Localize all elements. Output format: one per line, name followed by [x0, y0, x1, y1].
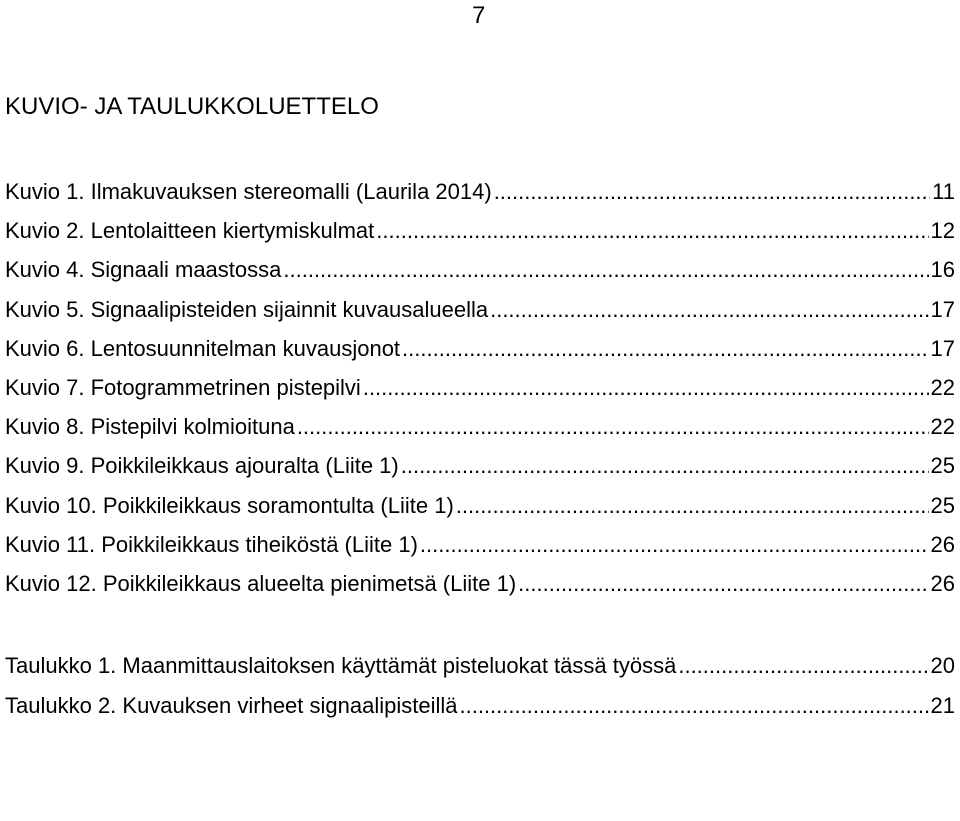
toc-entry-figure[interactable]	[5, 250, 955, 289]
dot-leader	[494, 172, 930, 211]
toc-entry-label: Kuvio 2. Lentolaitteen kiertymiskulmat	[5, 218, 375, 244]
toc-entry-figure[interactable]	[5, 564, 955, 603]
toc-entry-figure[interactable]	[5, 211, 955, 250]
dot-leader	[518, 564, 928, 603]
page-title: KUVIO- JA TAULUKKOLUETTELO	[5, 93, 379, 120]
figure-list	[5, 172, 955, 603]
page-number: 7	[472, 2, 486, 29]
toc-entry-label: Kuvio 6. Lentosuunnitelman kuvausjonot	[5, 335, 401, 361]
toc-entry-page: 20	[930, 653, 955, 678]
dot-leader	[402, 329, 928, 368]
dot-leader	[459, 686, 928, 726]
toc-entry-page: 16	[930, 257, 955, 283]
toc-entry-table[interactable]	[5, 646, 955, 686]
toc-entry-page: 17	[930, 296, 955, 322]
toc-entry-figure[interactable]	[5, 172, 955, 211]
toc-entry-label: Kuvio 10. Poikkileikkaus soramontulta (Liite 1)	[5, 492, 454, 518]
toc-entry-figure[interactable]	[5, 368, 955, 407]
dot-leader	[456, 486, 929, 525]
toc-entry-label: Kuvio 9. Poikkileikkaus ajouralta (Liite 1)	[5, 453, 399, 479]
toc-entry-page: 17	[930, 335, 955, 361]
toc-entry-page: 12	[930, 218, 955, 244]
dot-leader	[420, 525, 929, 564]
toc-entry-figure[interactable]	[5, 446, 955, 485]
toc-entry-page: 26	[930, 531, 955, 557]
toc-entry-figure[interactable]	[5, 407, 955, 446]
toc-entry-label: Taulukko 1. Maanmittauslaitoksen käyttämät pisteluokat tässä työssä	[5, 653, 677, 678]
toc-entry-figure[interactable]	[5, 486, 955, 525]
toc-entry-figure[interactable]	[5, 290, 955, 329]
toc-entry-page: 21	[930, 693, 955, 718]
toc-entry-figure[interactable]	[5, 525, 955, 564]
toc-entry-label: Taulukko 2. Kuvauksen virheet signaalipisteillä	[5, 693, 458, 718]
toc-entry-page: 22	[930, 414, 955, 440]
toc-entry-label: Kuvio 1. Ilmakuvauksen stereomalli (Laurila 2014)	[5, 179, 492, 204]
toc-entry-label: Kuvio 12. Poikkileikkaus alueelta pienimetsä (Liite 1)	[5, 570, 517, 596]
toc-entry-page: 25	[930, 492, 955, 518]
table-list	[5, 646, 955, 726]
toc-entry-label: Kuvio 11. Poikkileikkaus tiheiköstä (Liite 1)	[5, 531, 418, 557]
dot-leader	[297, 407, 929, 446]
toc-entry-page: 22	[930, 374, 955, 400]
toc-entry-figure[interactable]	[5, 329, 955, 368]
toc-entry-label: Kuvio 5. Signaalipisteiden sijainnit kuvausalueella	[5, 296, 489, 322]
toc-entry-page: 26	[930, 570, 955, 596]
toc-entry-label: Kuvio 8. Pistepilvi kolmioituna	[5, 414, 295, 440]
toc-entry-label: Kuvio 7. Fotogrammetrinen pistepilvi	[5, 374, 361, 400]
dot-leader	[401, 446, 929, 485]
toc-entry-table[interactable]	[5, 686, 955, 726]
dot-leader	[363, 368, 929, 407]
dot-leader	[283, 250, 928, 289]
toc-entry-page: 11	[932, 179, 955, 204]
toc-entry-label: Kuvio 4. Signaali maastossa	[5, 257, 282, 283]
dot-leader	[490, 290, 928, 329]
toc-entry-page: 25	[930, 453, 955, 479]
dot-leader	[376, 211, 928, 250]
dot-leader	[678, 646, 928, 686]
